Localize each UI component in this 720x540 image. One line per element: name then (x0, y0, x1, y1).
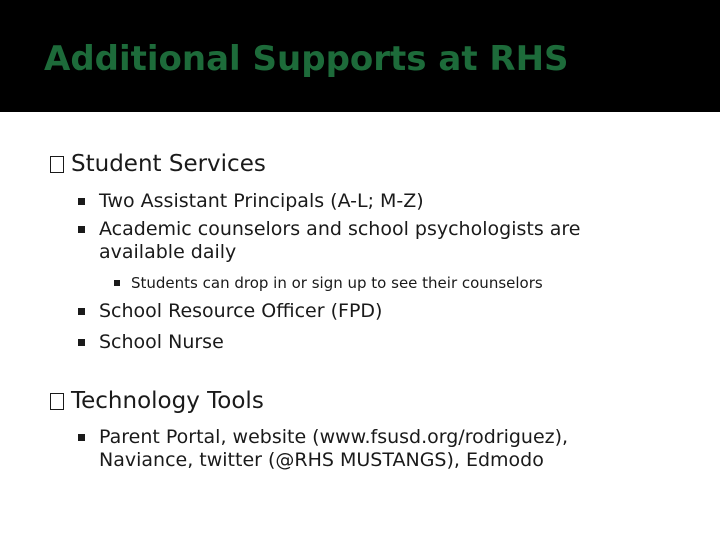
bullet-item (78, 426, 568, 472)
bullet-text-line-2: Naviance, twitter (@RHS MUSTANGS), Edmodo (99, 449, 544, 471)
square-bullet-icon (78, 434, 85, 441)
slide-title: Additional Supports at RHS (44, 39, 569, 79)
section-heading-label: Student Services (71, 151, 266, 177)
bullet-text-line-2: available daily (99, 241, 237, 263)
bullet-item (78, 218, 581, 264)
bullet-item (78, 300, 382, 323)
bullet-text: School Resource Officer (FPD) (99, 300, 383, 322)
section-heading-student-services (50, 150, 266, 178)
bullet-item (78, 331, 224, 354)
slide-content (0, 112, 720, 540)
square-bullet-icon (78, 198, 85, 205)
missing-glyph-bullet-icon (50, 156, 64, 173)
section-heading-label: Technology Tools (71, 388, 264, 414)
title-bar (0, 0, 720, 112)
square-bullet-icon (78, 226, 85, 233)
section-heading-technology-tools (50, 387, 264, 415)
bullet-item (78, 190, 424, 213)
square-bullet-icon (78, 308, 85, 315)
sub-bullet-item (114, 274, 543, 293)
bullet-text-line-1: Academic counselors and school psychologists are (99, 218, 581, 240)
missing-glyph-bullet-icon (50, 393, 64, 410)
bullet-text: Two Assistant Principals (A-L; M-Z) (99, 190, 424, 212)
sub-bullet-text: Students can drop in or sign up to see their counselors (131, 274, 543, 292)
bullet-text: School Nurse (99, 331, 224, 353)
square-bullet-icon (78, 339, 85, 346)
bullet-text-line-1: Parent Portal, website (www.fsusd.org/rodriguez), (99, 426, 569, 448)
small-square-bullet-icon (114, 280, 120, 286)
